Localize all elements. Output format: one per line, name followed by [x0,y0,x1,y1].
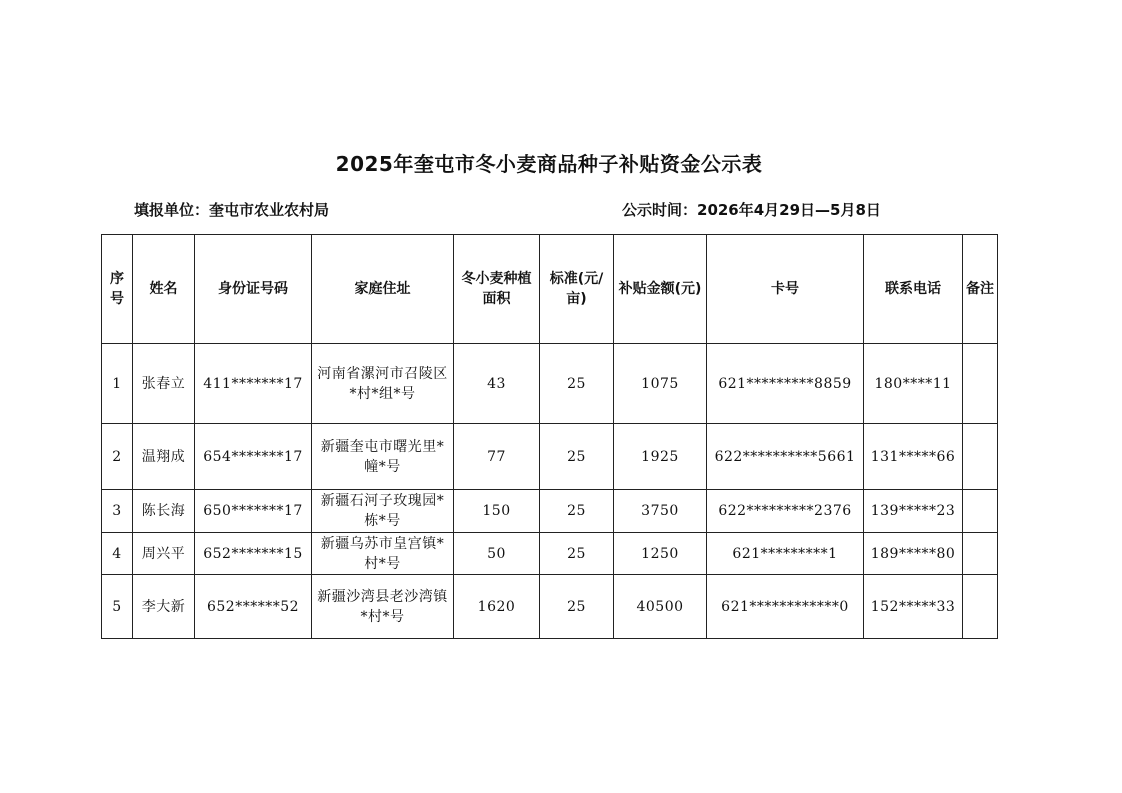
cell-name: 陈长海 [133,490,195,533]
cell-phone: 189*****80 [864,533,963,575]
cell-standard: 25 [540,490,614,533]
cell-amount: 3750 [614,490,707,533]
header-area: 冬小麦种植面积 [454,235,540,344]
header-remark: 备注 [963,235,998,344]
cell-address: 河南省漯河市召陵区*村*组*号 [312,344,454,424]
cell-id: 650*******17 [195,490,312,533]
cell-remark [963,490,998,533]
cell-name: 温翔成 [133,424,195,490]
cell-id: 411*******17 [195,344,312,424]
cell-phone: 131*****66 [864,424,963,490]
cell-seq: 5 [102,575,133,639]
page-title: 2025年奎屯市冬小麦商品种子补贴资金公示表 [335,152,763,176]
cell-amount: 1925 [614,424,707,490]
cell-amount: 1250 [614,533,707,575]
cell-card: 621*********8859 [707,344,864,424]
cell-amount: 40500 [614,575,707,639]
cell-card: 622**********5661 [707,424,864,490]
header-id: 身份证号码 [195,235,312,344]
cell-area: 77 [454,424,540,490]
cell-address: 新疆沙湾县老沙湾镇*村*号 [312,575,454,639]
cell-phone: 180****11 [864,344,963,424]
cell-standard: 25 [540,533,614,575]
subsidy-table [101,234,998,639]
cell-remark [963,533,998,575]
cell-remark [963,575,998,639]
cell-name: 周兴平 [133,533,195,575]
cell-standard: 25 [540,424,614,490]
header-name: 姓名 [133,235,195,344]
cell-address: 新疆奎屯市曙光里*幢*号 [312,424,454,490]
cell-seq: 1 [102,344,133,424]
cell-amount: 1075 [614,344,707,424]
table-header-row [102,235,998,344]
cell-area: 50 [454,533,540,575]
cell-id: 654*******17 [195,424,312,490]
cell-seq: 3 [102,490,133,533]
header-card: 卡号 [707,235,864,344]
cell-card: 621************0 [707,575,864,639]
cell-card: 622*********2376 [707,490,864,533]
filler-unit: 填报单位：奎屯市农业农村局 [134,201,330,219]
cell-address: 新疆石河子玫瑰园*栋*号 [312,490,454,533]
cell-seq: 2 [102,424,133,490]
table-row [102,490,998,533]
cell-phone: 139*****23 [864,490,963,533]
header-phone: 联系电话 [864,235,963,344]
cell-name: 李大新 [133,575,195,639]
cell-id: 652******52 [195,575,312,639]
cell-seq: 4 [102,533,133,575]
cell-remark [963,344,998,424]
cell-phone: 152*****33 [864,575,963,639]
table-row [102,424,998,490]
table-row [102,344,998,424]
publish-period: 公示时间：2026年4月29日—5月8日 [622,201,881,219]
cell-card: 621*********1 [707,533,864,575]
cell-standard: 25 [540,575,614,639]
header-address: 家庭住址 [312,235,454,344]
cell-area: 150 [454,490,540,533]
header-seq: 序号 [102,235,133,344]
cell-standard: 25 [540,344,614,424]
cell-remark [963,424,998,490]
cell-address: 新疆乌苏市皇宫镇*村*号 [312,533,454,575]
table-row [102,575,998,639]
header-amount: 补贴金额(元) [614,235,707,344]
cell-area: 1620 [454,575,540,639]
cell-area: 43 [454,344,540,424]
cell-id: 652*******15 [195,533,312,575]
header-standard: 标准(元/亩) [540,235,614,344]
table-row [102,533,998,575]
cell-name: 张春立 [133,344,195,424]
